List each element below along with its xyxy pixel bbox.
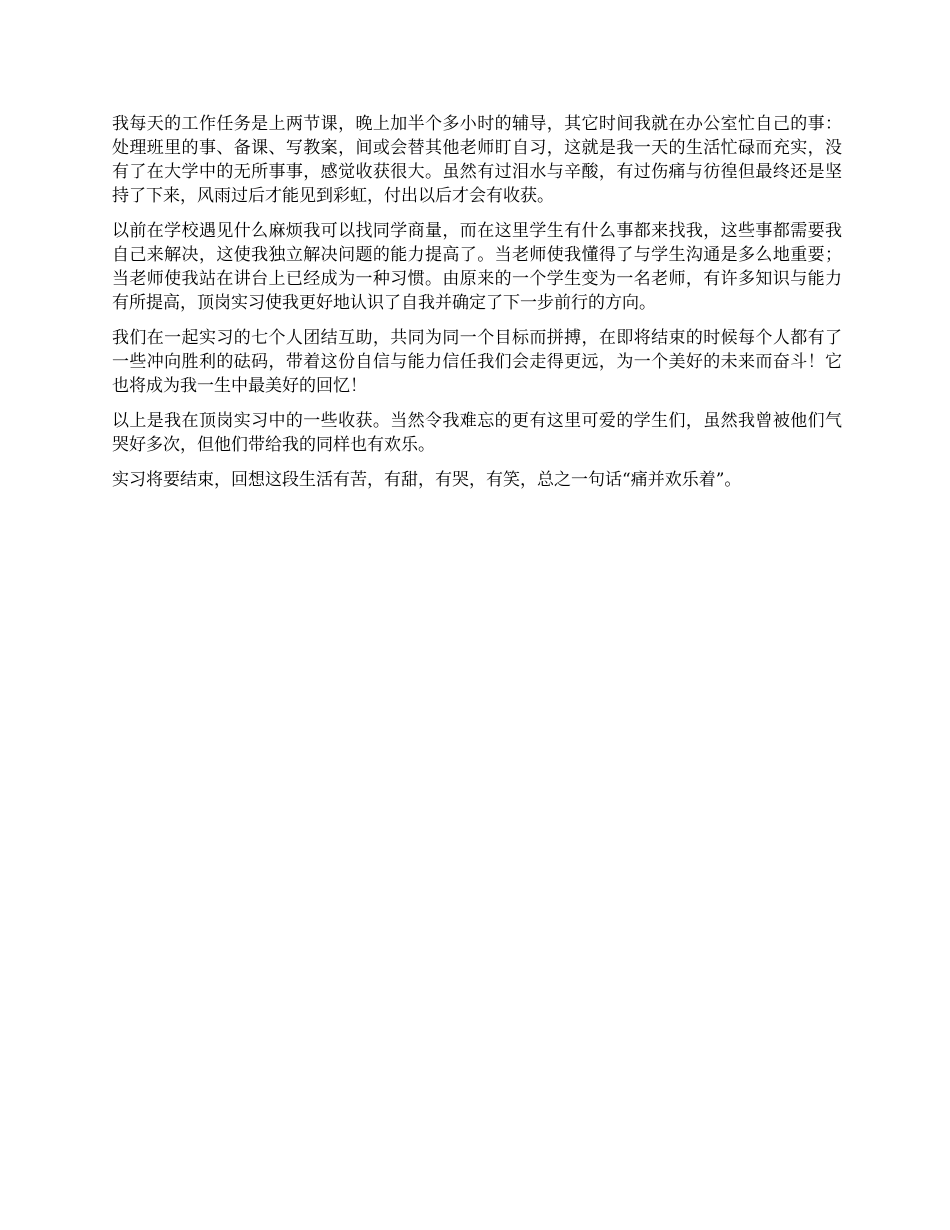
paragraph-2: 以前在学校遇见什么麻烦我可以找同学商量，而在这里学生有什么事都来找我，这些事都需要我自己来解决，这使我独立解决问题的能力提高了。当老师使我懂得了与学生沟通是多么地重要；当老师使我站在讲台上已经成为一种习惯。由原来的一个学生变为一名老师，有许多知识与能力有所提高，顶岗实习使我更好地认识了自我并确定了下一步前行的方向。 bbox=[112, 221, 842, 313]
paragraph-5: 实习将要结束，回想这段生活有苦，有甜，有哭，有笑，总之一句话“痛并欢乐着”。 bbox=[112, 470, 742, 490]
document-body bbox=[112, 112, 842, 503]
paragraph-1: 我每天的工作任务是上两节课，晚上加半个多小时的辅导，其它时间我就在办公室忙自己的事：处理班里的事、备课、写教案，间或会替其他老师盯自习，这就是我一天的生活忙碌而充实，没有了在大学中的无所事事，感觉收获很大。虽然有过泪水与辛酸，有过伤痛与彷徨但最终还是坚持了下来，风雨过后才能见到彩虹，付出以后才会有收获。 bbox=[112, 114, 842, 206]
paragraph-3: 我们在一起实习的七个人团结互助，共同为同一个目标而拼搏，在即将结束的时候每个人都有了一些冲向胜利的砝码，带着这份自信与能力信任我们会走得更远，为一个美好的未来而奋斗！它也将成为我一生中最美好的回忆！ bbox=[112, 328, 842, 396]
paragraph-4: 以上是我在顶岗实习中的一些收获。当然令我难忘的更有这里可爱的学生们，虽然我曾被他们气哭好多次，但他们带给我的同样也有欢乐。 bbox=[112, 411, 842, 455]
